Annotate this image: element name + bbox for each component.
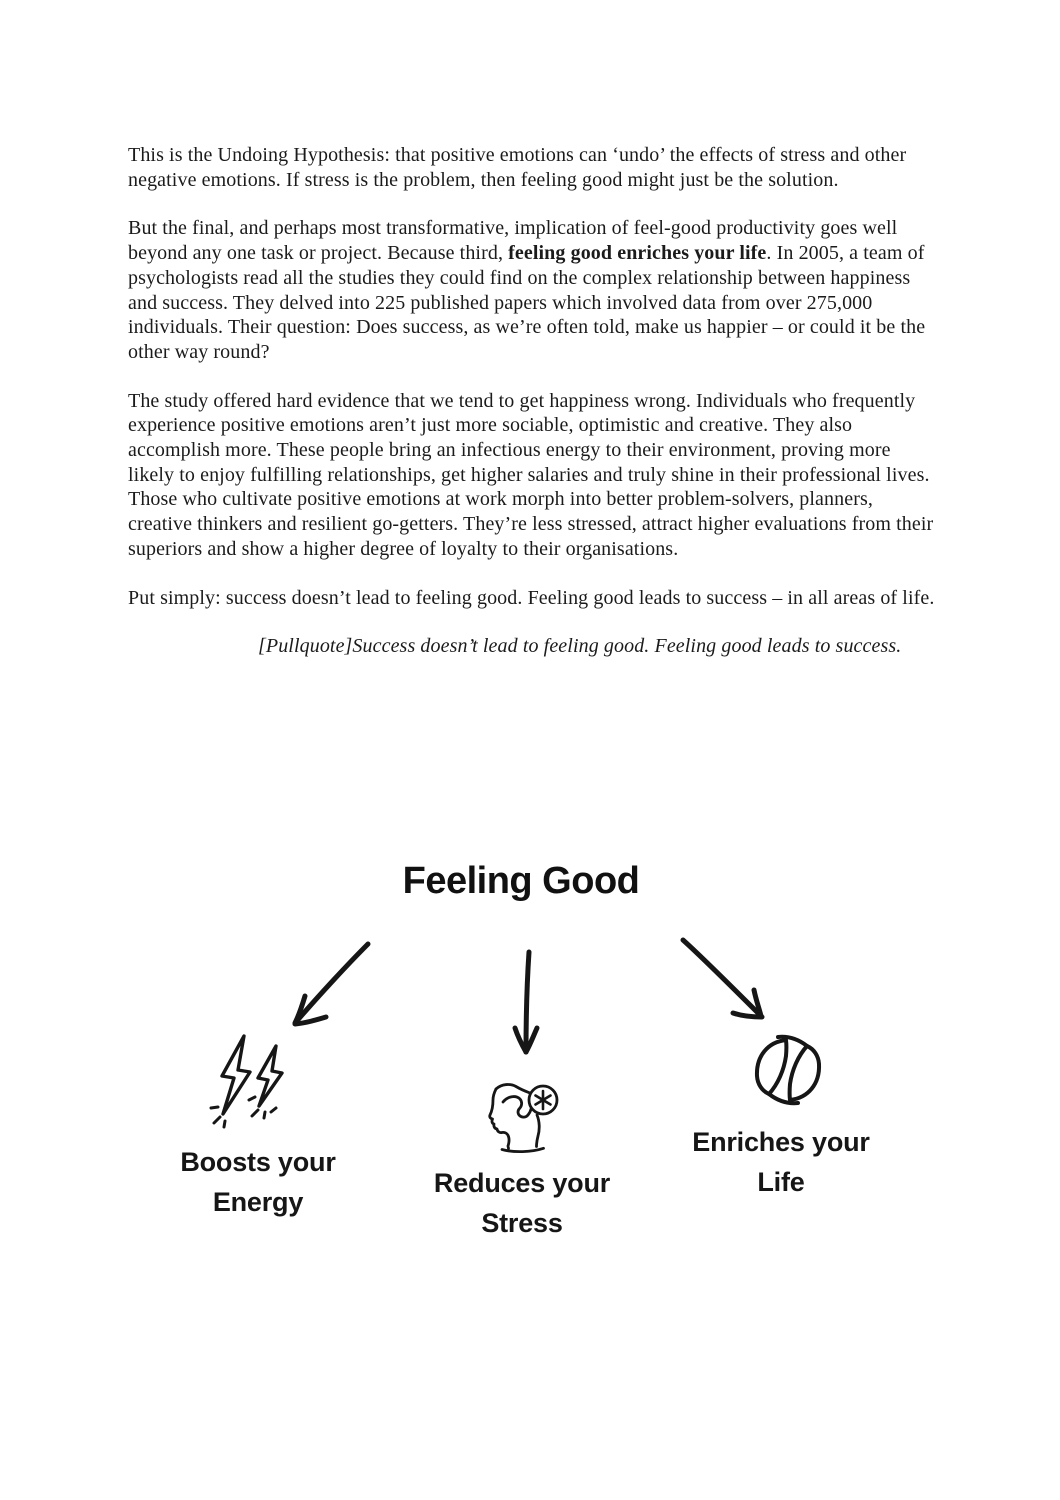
arrow-down-icon — [505, 948, 550, 1063]
head-asterisk-icon — [486, 1078, 566, 1158]
label-line: Life — [757, 1167, 805, 1197]
diagram-title: Feeling Good — [402, 860, 640, 902]
twin-leaves-icon — [748, 1032, 828, 1112]
label-line: Boosts your — [180, 1147, 336, 1177]
label-reduces-stress — [382, 1163, 662, 1243]
label-line: Stress — [481, 1208, 563, 1238]
label-line: Enriches your — [692, 1127, 870, 1157]
label-line: Reduces your — [433, 1168, 611, 1198]
paragraph-study-evidence: The study offered hard evidence that we tend to get happiness wrong. Individuals who frequently experience positive emotions aren’t just more sociable, optimistic and creative. They also accomplish more. These people bring an infectious energy to their environment, proving more likely to enjoy fulfilling relationships, get higher salaries and truly shine in their professional lives. Those who cultivate positive emotions at work morph into better problem-solvers, planners, creative thinkers and resilient go-getters. They’re less stressed, attract higher evaluations from their superiors and show a higher degree of loyalty to their organisations. — [128, 389, 934, 560]
paragraph-put-simply: Put simply: success doesn’t lead to feeling good. Feeling good leads to success – in all areas of life. — [128, 586, 935, 609]
pullquote: [Pullquote]Success doesn’t lead to feeling good. Feeling good leads to success. — [258, 635, 902, 658]
arrow-down-right-icon — [675, 932, 780, 1032]
paragraph-undoing-hypothesis: This is the Undoing Hypothesis: that positive emotions can ‘undo’ the effects of stress and other negative emotions. If stress is the problem, then feeling good might just be the solution. — [128, 144, 907, 191]
label-boosts-energy — [118, 1142, 398, 1222]
bold-phrase: feeling good enriches your life — [508, 242, 767, 265]
label-enriches-life — [641, 1122, 921, 1202]
label-line: Energy — [212, 1187, 304, 1217]
paragraph-segment: . In 2005, a team of psychologists read all the studies they could find on the complex relationship between happiness and success. They delved into 225 published papers which involved data from over 275,000 individuals. Their question: Does success, as we’re often told, make us happier – or could it be the other way round? — [128, 242, 926, 363]
lightning-bolts-icon — [208, 1028, 304, 1132]
arrow-down-left-icon — [280, 936, 380, 1036]
paragraph-segment: But the final, and perhaps most transformative, implication of feel-good productivity goes well beyond any one task or project. Because third, — [128, 217, 898, 265]
